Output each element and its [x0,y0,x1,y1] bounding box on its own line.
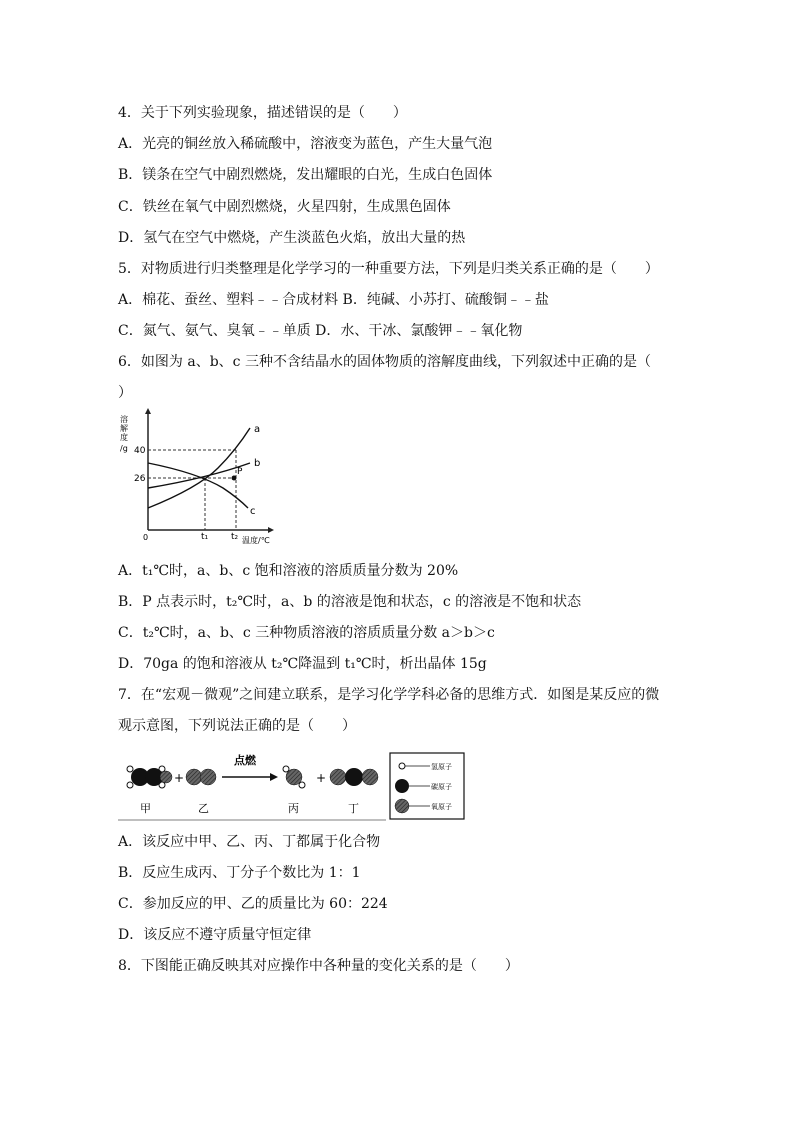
q4-stem: 4．关于下列实验现象，描述错误的是（ ） [118,105,407,121]
curve-label-c: c [250,506,256,517]
x-tick-t1: t₁ [201,532,209,542]
curve-label-b: b [254,458,261,469]
plus-sign-1: + [174,771,185,785]
x-axis-arrow-icon [268,527,274,533]
oxygen-atom-icon [395,799,409,813]
curve-label-a: a [254,424,261,435]
legend [390,753,464,819]
y-tick-26: 26 [134,474,146,484]
molecule-ding [330,768,378,786]
legend-oxygen: 氧原子 [431,803,452,811]
ylabel-char-1: 溶 [120,415,128,424]
ylabel-char-3: 度 [120,433,128,442]
carbon-atom-icon [395,779,409,793]
q5-option-cd: C．氮气、氨气、臭氧﹣﹣单质 D．水、干冰、氯酸钾﹣﹣氧化物 [118,323,523,339]
q6-option-a: A．t₁℃时，a、b、c 饱和溶液的溶质质量分数为 20% [118,563,459,579]
q5-stem: 5．对物质进行归类整理是化学学习的一种重要方法，下列是归类关系正确的是（ ） [118,261,659,277]
q7-option-a: A．该反应中甲、乙、丙、丁都属于化合物 [118,834,381,850]
ylabel-unit: /g [120,444,128,453]
label-yi: 乙 [198,802,209,815]
origin-label: 0 [143,533,149,542]
q6-option-d: D．70ga 的饱和溶液从 t₂℃降温到 t₁℃时，析出晶体 15g [118,656,487,672]
x-tick-t2: t₂ [231,532,239,542]
label-bing: 丙 [288,802,299,815]
legend-carbon: 碳原子 [431,783,452,791]
q8-stem: 8．下图能正确反映其对应操作中各种量的变化关系的是（ ） [118,958,519,974]
q7-option-b: B．反应生成丙、丁分子个数比为 1：1 [118,865,361,881]
q6-option-c: C．t₂℃时，a、b、c 三种物质溶液的溶质质量分数 a＞b＞c [118,625,495,641]
legend-hydrogen: 氢原子 [431,763,452,771]
q4-option-d: D．氢气在空气中燃烧，产生淡蓝色火焰，放出大量的热 [118,230,466,246]
q7-option-c: C．参加反应的甲、乙的质量比为 60：224 [118,896,388,912]
solubility-curve-figure [118,408,274,548]
q7-stem-line1: 7．在“宏观－微观”之间建立联系，是学习化学学科必备的思维方式．如图是某反应的微 [118,687,660,703]
molecule-bing [283,766,305,788]
arrow-label: 点燃 [234,754,256,767]
point-p [232,476,237,481]
q6-stem-line2: ） [118,385,132,401]
q6-option-b: B．P 点表示时，t₂℃时，a、b 的溶液是饱和状态，c 的溶液是不饱和状态 [118,594,582,610]
plus-sign-2: + [316,771,327,785]
q4-option-a: A．光亮的铜丝放入稀硫酸中，溶液变为蓝色，产生大量气泡 [118,136,493,152]
q5-option-ab: A．棉花、蚕丝、塑料﹣﹣合成材料 B．纯碱、小苏打、硫酸铜﹣﹣盐 [118,292,549,308]
q4-option-c: C．铁丝在氧气中剧烈燃烧，火星四射，生成黑色固体 [118,199,451,215]
q6-stem-line1: 6．如图为 a、b、c 三种不含结晶水的固体物质的溶解度曲线，下列叙述中正确的是（ [118,354,651,370]
label-jia: 甲 [140,802,151,815]
y-axis-arrow-icon [145,408,151,414]
molecule-jia [127,766,172,788]
reaction-diagram [118,752,468,822]
xlabel: 温度/℃ [242,536,270,545]
q7-stem-line2: 观示意图，下列说法正确的是（ ） [118,718,356,734]
q4-option-b: B．镁条在空气中剧烈燃烧，发出耀眼的白光，生成白色固体 [118,167,493,183]
arrow-head-icon [270,773,278,781]
molecule-yi [186,769,216,785]
label-ding: 丁 [348,802,359,815]
hydrogen-atom-icon [399,763,405,769]
q7-option-d: D．该反应不遵守质量守恒定律 [118,927,312,943]
point-p-label: P [237,467,243,477]
y-tick-40: 40 [134,446,146,456]
ylabel-char-2: 解 [120,424,128,433]
